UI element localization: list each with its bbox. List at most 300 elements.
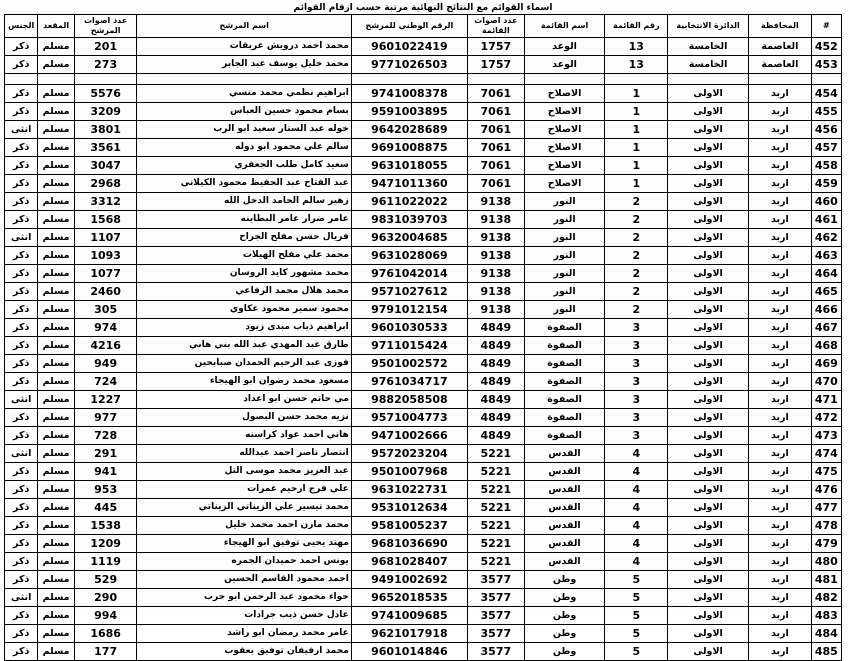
col-candidate-votes-cell: 1227	[74, 391, 137, 409]
col-national-id-cell: 9681028407	[351, 553, 467, 571]
col-district-cell: الاولى	[668, 535, 749, 553]
table-row	[5, 85, 842, 103]
col-list-number-cell: 1	[605, 103, 668, 121]
col-governorate-cell: اربد	[749, 247, 812, 265]
col-governorate-cell: اربد	[749, 355, 812, 373]
col-national-id-cell: 9632004685	[351, 229, 467, 247]
table-row	[5, 193, 842, 211]
col-candidate-votes-cell: 941	[74, 463, 137, 481]
col-seat-cell: مسلم	[38, 337, 74, 355]
col-list-number-cell: 2	[605, 247, 668, 265]
col-index-cell: 484	[811, 625, 841, 643]
col-list-number-cell: 2	[605, 211, 668, 229]
col-district-cell	[668, 74, 749, 85]
col-list-name-cell: وطن	[524, 589, 605, 607]
col-index-cell: 471	[811, 391, 841, 409]
col-national-id-header: الرقم الوطني للمرشح	[351, 15, 467, 38]
document-title: اسماء القوائم مع النتائج النهائية مرتبة حسب ارقام القوائم	[293, 3, 553, 13]
col-candidate-votes-cell: 177	[74, 643, 137, 661]
col-candidate-name-cell: محمد ارفيفان توفيق يعقوب	[137, 643, 351, 661]
col-governorate-cell: اربد	[749, 85, 812, 103]
col-district-cell: الاولى	[668, 625, 749, 643]
table-row	[5, 247, 842, 265]
col-index-cell: 458	[811, 157, 841, 175]
col-gender-cell: ذكر	[5, 38, 38, 56]
col-list-votes-cell: 1757	[468, 38, 525, 56]
col-district-cell: الاولى	[668, 589, 749, 607]
col-candidate-name-cell: محمد احمد درويش عريقات	[137, 38, 351, 56]
col-governorate-cell: اربد	[749, 193, 812, 211]
col-candidate-name-cell: مهند يحيى توفيق ابو الهيجاء	[137, 535, 351, 553]
col-district-cell: الاولى	[668, 211, 749, 229]
col-index-cell: 485	[811, 643, 841, 661]
table-row	[5, 38, 842, 56]
col-list-number-cell: 3	[605, 427, 668, 445]
col-list-number-cell: 5	[605, 589, 668, 607]
col-gender-cell	[5, 74, 38, 85]
col-index-cell: 475	[811, 463, 841, 481]
col-candidate-votes-cell: 3209	[74, 103, 137, 121]
col-seat-cell: مسلم	[38, 535, 74, 553]
col-governorate-cell: اربد	[749, 283, 812, 301]
col-list-name-cell: الاصلاح	[524, 121, 605, 139]
col-national-id-cell: 9601022419	[351, 38, 467, 56]
col-list-votes-cell: 3577	[468, 589, 525, 607]
col-list-votes-cell: 7061	[468, 175, 525, 193]
col-list-number-cell: 1	[605, 157, 668, 175]
col-gender-cell: ذكر	[5, 337, 38, 355]
col-candidate-votes-cell: 1686	[74, 625, 137, 643]
col-district-cell: الاولى	[668, 517, 749, 535]
col-national-id-cell: 9631028069	[351, 247, 467, 265]
col-seat-cell: مسلم	[38, 265, 74, 283]
col-candidate-votes-cell: 1077	[74, 265, 137, 283]
col-district-header: الدائرة الانتخابية	[668, 15, 749, 38]
col-list-number-cell: 13	[605, 56, 668, 74]
table-row	[5, 337, 842, 355]
table-row	[5, 499, 842, 517]
table-row	[5, 175, 842, 193]
col-gender-cell: انثى	[5, 391, 38, 409]
col-candidate-name-cell: فوزى عبد الرحيم الحمدان صبابحين	[137, 355, 351, 373]
col-list-number-cell: 4	[605, 445, 668, 463]
col-candidate-votes-cell: 1209	[74, 535, 137, 553]
col-national-id-cell: 9501007968	[351, 463, 467, 481]
col-list-number-cell: 4	[605, 499, 668, 517]
col-index-cell: 463	[811, 247, 841, 265]
col-gender-cell: ذكر	[5, 247, 38, 265]
col-seat-cell: مسلم	[38, 499, 74, 517]
table-row	[5, 427, 842, 445]
col-national-id-cell: 9681036690	[351, 535, 467, 553]
col-candidate-name-cell: ابراهيم ذياب مبدى زيود	[137, 319, 351, 337]
col-index-cell: 464	[811, 265, 841, 283]
col-gender-cell: ذكر	[5, 211, 38, 229]
col-candidate-votes-cell: 728	[74, 427, 137, 445]
col-district-cell: الاولى	[668, 229, 749, 247]
table-row	[5, 157, 842, 175]
col-district-cell: الاولى	[668, 571, 749, 589]
col-governorate-cell: اربد	[749, 517, 812, 535]
col-candidate-name-cell: محمد مازن احمد محمد خليل	[137, 517, 351, 535]
table-row	[5, 74, 842, 85]
col-index-cell: 474	[811, 445, 841, 463]
col-list-name-cell: القدس	[524, 463, 605, 481]
col-candidate-votes-cell: 445	[74, 499, 137, 517]
col-seat-cell: مسلم	[38, 175, 74, 193]
col-list-votes-cell: 3577	[468, 643, 525, 661]
col-candidate-name-cell: محمد علي مفلح الهيلات	[137, 247, 351, 265]
col-candidate-votes-header: عدد اصوات المرشح	[74, 15, 137, 38]
col-seat-cell: مسلم	[38, 229, 74, 247]
col-candidate-votes-cell: 949	[74, 355, 137, 373]
col-governorate-cell: اربد	[749, 229, 812, 247]
col-district-cell: الاولى	[668, 463, 749, 481]
col-gender-cell: ذكر	[5, 85, 38, 103]
col-index-cell	[811, 74, 841, 85]
col-index-cell: 462	[811, 229, 841, 247]
col-governorate-cell: اربد	[749, 211, 812, 229]
col-candidate-name-cell: انتصار ناصر احمد عبدالله	[137, 445, 351, 463]
col-national-id-cell: 9761034717	[351, 373, 467, 391]
col-district-cell: الاولى	[668, 607, 749, 625]
col-seat-cell: مسلم	[38, 211, 74, 229]
col-list-votes-cell: 3577	[468, 625, 525, 643]
col-candidate-name-cell: نزيه محمد حسن البصول	[137, 409, 351, 427]
col-list-number-cell	[605, 74, 668, 85]
col-list-name-cell: النور	[524, 193, 605, 211]
col-list-votes-cell: 3577	[468, 571, 525, 589]
col-index-cell: 460	[811, 193, 841, 211]
col-list-number-cell: 2	[605, 229, 668, 247]
col-seat-cell: مسلم	[38, 481, 74, 499]
col-list-name-cell: القدس	[524, 517, 605, 535]
col-index-cell: 456	[811, 121, 841, 139]
col-candidate-votes-cell: 273	[74, 56, 137, 74]
col-candidate-name-cell: يونس احمد حميدان الجمره	[137, 553, 351, 571]
col-governorate-cell: اربد	[749, 571, 812, 589]
col-candidate-name-cell: سالم علي محمود ابو دوله	[137, 139, 351, 157]
col-national-id-cell: 9761042014	[351, 265, 467, 283]
col-index-cell: 457	[811, 139, 841, 157]
col-list-votes-cell: 9138	[468, 265, 525, 283]
col-candidate-name-cell	[137, 74, 351, 85]
col-list-name-cell: الاصلاح	[524, 139, 605, 157]
col-gender-cell: انثى	[5, 229, 38, 247]
col-governorate-cell: اربد	[749, 319, 812, 337]
col-candidate-votes-cell: 1107	[74, 229, 137, 247]
col-gender-cell: انثى	[5, 445, 38, 463]
col-governorate-cell: اربد	[749, 265, 812, 283]
col-list-votes-cell: 5221	[468, 463, 525, 481]
col-candidate-name-cell: محمد خليل يوسف عبد الجابر	[137, 56, 351, 74]
col-list-votes-cell: 4849	[468, 409, 525, 427]
col-list-name-cell: القدس	[524, 535, 605, 553]
table-row	[5, 553, 842, 571]
col-national-id-cell: 9691008875	[351, 139, 467, 157]
table-row	[5, 103, 842, 121]
col-candidate-votes-cell: 1538	[74, 517, 137, 535]
col-list-number-cell: 2	[605, 283, 668, 301]
col-list-name-cell: الصفوة	[524, 391, 605, 409]
table-row	[5, 355, 842, 373]
col-seat-cell: مسلم	[38, 38, 74, 56]
col-national-id-cell: 9652018535	[351, 589, 467, 607]
col-list-votes-cell: 5221	[468, 481, 525, 499]
col-list-votes-cell: 9138	[468, 247, 525, 265]
col-national-id-cell: 9601030533	[351, 319, 467, 337]
col-district-cell: الاولى	[668, 319, 749, 337]
col-index-cell: 480	[811, 553, 841, 571]
col-index-cell: 476	[811, 481, 841, 499]
table-body	[5, 38, 842, 661]
col-list-name-cell: الاصلاح	[524, 157, 605, 175]
col-candidate-name-cell: محمد مشهور كايد الروسان	[137, 265, 351, 283]
col-list-name-cell: القدس	[524, 481, 605, 499]
table-row	[5, 643, 842, 661]
col-national-id-cell: 9741008378	[351, 85, 467, 103]
col-list-number-cell: 1	[605, 121, 668, 139]
col-district-cell: الاولى	[668, 283, 749, 301]
col-candidate-votes-cell: 994	[74, 607, 137, 625]
col-national-id-cell: 9831039703	[351, 211, 467, 229]
col-district-cell: الاولى	[668, 337, 749, 355]
col-national-id-cell: 9882058508	[351, 391, 467, 409]
col-list-name-cell: الصفوة	[524, 409, 605, 427]
col-candidate-votes-cell: 1568	[74, 211, 137, 229]
col-seat-cell: مسلم	[38, 139, 74, 157]
col-list-number-cell: 4	[605, 517, 668, 535]
col-national-id-cell: 9711015424	[351, 337, 467, 355]
col-national-id-cell: 9591003895	[351, 103, 467, 121]
col-national-id-cell: 9642028689	[351, 121, 467, 139]
col-seat-cell: مسلم	[38, 56, 74, 74]
col-candidate-votes-cell: 724	[74, 373, 137, 391]
col-list-number-cell: 3	[605, 337, 668, 355]
col-list-votes-cell: 9138	[468, 193, 525, 211]
col-governorate-cell: اربد	[749, 121, 812, 139]
col-index-cell: 465	[811, 283, 841, 301]
col-list-name-cell: الصفوة	[524, 373, 605, 391]
col-candidate-name-cell: مسعود محمد رضوان ابو الهيجاء	[137, 373, 351, 391]
col-district-cell: الاولى	[668, 139, 749, 157]
col-list-name-cell: النور	[524, 301, 605, 319]
col-list-name-cell: النور	[524, 229, 605, 247]
col-national-id-cell: 9531012634	[351, 499, 467, 517]
col-seat-cell: مسلم	[38, 607, 74, 625]
col-list-votes-cell: 9138	[468, 211, 525, 229]
col-list-votes-cell: 7061	[468, 85, 525, 103]
col-candidate-votes-cell: 305	[74, 301, 137, 319]
col-national-id-cell: 9471011360	[351, 175, 467, 193]
col-district-cell: الاولى	[668, 301, 749, 319]
col-district-cell: الاولى	[668, 175, 749, 193]
col-gender-cell: ذكر	[5, 607, 38, 625]
col-index-cell: 468	[811, 337, 841, 355]
col-list-number-cell: 3	[605, 409, 668, 427]
col-gender-cell: انثى	[5, 589, 38, 607]
col-list-votes-cell: 5221	[468, 535, 525, 553]
col-district-cell: الاولى	[668, 499, 749, 517]
table-row	[5, 229, 842, 247]
col-list-name-cell: وطن	[524, 643, 605, 661]
col-candidate-name-cell: محمد تيسير علي الزيناتي الزيناتي	[137, 499, 351, 517]
col-district-cell: الاولى	[668, 445, 749, 463]
col-district-cell: الاولى	[668, 409, 749, 427]
col-seat-cell: مسلم	[38, 445, 74, 463]
col-candidate-name-cell: زهير سالم الحامد الدخل الله	[137, 193, 351, 211]
col-list-votes-cell: 5221	[468, 553, 525, 571]
col-list-votes-cell: 4849	[468, 391, 525, 409]
col-governorate-cell: اربد	[749, 481, 812, 499]
table-row	[5, 391, 842, 409]
col-list-votes-cell: 9138	[468, 229, 525, 247]
col-district-cell: الاولى	[668, 103, 749, 121]
table-row	[5, 517, 842, 535]
col-index-header: #	[811, 15, 841, 38]
col-candidate-name-cell: عامر ضرار عامر البطاينه	[137, 211, 351, 229]
col-candidate-votes-cell: 3801	[74, 121, 137, 139]
col-candidate-votes-cell	[74, 74, 137, 85]
col-list-name-cell: الصفوة	[524, 355, 605, 373]
col-index-cell: 482	[811, 589, 841, 607]
col-district-cell: الاولى	[668, 643, 749, 661]
col-list-votes-cell	[468, 74, 525, 85]
table-row	[5, 211, 842, 229]
col-candidate-name-cell: طارق عبد المهدي عبد الله بني هاني	[137, 337, 351, 355]
col-list-name-cell: وطن	[524, 607, 605, 625]
col-list-number-cell: 2	[605, 265, 668, 283]
col-seat-cell: مسلم	[38, 625, 74, 643]
col-candidate-votes-cell: 5576	[74, 85, 137, 103]
col-list-number-cell: 13	[605, 38, 668, 56]
col-list-votes-cell: 9138	[468, 283, 525, 301]
col-list-name-cell: النور	[524, 211, 605, 229]
col-index-cell: 473	[811, 427, 841, 445]
col-governorate-cell: اربد	[749, 301, 812, 319]
col-seat-cell: مسلم	[38, 247, 74, 265]
col-list-name-cell: الوعد	[524, 38, 605, 56]
col-list-votes-cell: 4849	[468, 373, 525, 391]
col-list-votes-cell: 4849	[468, 319, 525, 337]
col-national-id-cell: 9621017918	[351, 625, 467, 643]
col-national-id-cell: 9611022022	[351, 193, 467, 211]
col-list-number-cell: 2	[605, 301, 668, 319]
col-seat-cell	[38, 74, 74, 85]
col-list-number-cell: 3	[605, 319, 668, 337]
col-national-id-cell: 9501002572	[351, 355, 467, 373]
col-candidate-name-cell: ابراهيم نظمي محمد منسي	[137, 85, 351, 103]
col-list-name-cell: النور	[524, 247, 605, 265]
col-list-name-cell: القدس	[524, 553, 605, 571]
col-gender-cell: ذكر	[5, 463, 38, 481]
col-list-number-cell: 3	[605, 373, 668, 391]
col-candidate-votes-cell: 4216	[74, 337, 137, 355]
table-row	[5, 56, 842, 74]
col-national-id-cell: 9741009685	[351, 607, 467, 625]
col-gender-cell: انثى	[5, 121, 38, 139]
col-list-name-cell: القدس	[524, 445, 605, 463]
col-governorate-cell: اربد	[749, 499, 812, 517]
col-candidate-votes-cell: 3561	[74, 139, 137, 157]
col-gender-cell: ذكر	[5, 301, 38, 319]
col-national-id-cell: 9572023204	[351, 445, 467, 463]
col-candidate-votes-cell: 1093	[74, 247, 137, 265]
col-candidate-votes-cell: 974	[74, 319, 137, 337]
col-gender-cell: ذكر	[5, 373, 38, 391]
col-index-cell: 472	[811, 409, 841, 427]
col-gender-cell: ذكر	[5, 283, 38, 301]
col-index-cell: 459	[811, 175, 841, 193]
col-national-id-cell: 9771026503	[351, 56, 467, 74]
col-list-name-cell: وطن	[524, 571, 605, 589]
col-candidate-name-cell: فريال حسن مفلح الجراح	[137, 229, 351, 247]
col-index-cell: 477	[811, 499, 841, 517]
col-candidate-name-cell: احمد محمود القاسم الحسين	[137, 571, 351, 589]
col-index-cell: 469	[811, 355, 841, 373]
col-list-votes-cell: 7061	[468, 139, 525, 157]
col-index-cell: 466	[811, 301, 841, 319]
col-national-id-cell: 9571004773	[351, 409, 467, 427]
col-list-number-cell: 1	[605, 139, 668, 157]
col-governorate-cell: اربد	[749, 337, 812, 355]
col-district-cell: الاولى	[668, 391, 749, 409]
col-seat-cell: مسلم	[38, 103, 74, 121]
col-district-cell: الاولى	[668, 481, 749, 499]
col-governorate-cell: اربد	[749, 157, 812, 175]
col-candidate-votes-cell: 201	[74, 38, 137, 56]
col-seat-cell: مسلم	[38, 391, 74, 409]
col-national-id-cell: 9631022731	[351, 481, 467, 499]
col-district-cell: الاولى	[668, 121, 749, 139]
table-row	[5, 589, 842, 607]
col-candidate-name-cell: حواء محمود عبد الرحمن ابو حرب	[137, 589, 351, 607]
col-list-number-cell: 1	[605, 175, 668, 193]
col-gender-cell: ذكر	[5, 553, 38, 571]
col-governorate-cell: اربد	[749, 553, 812, 571]
col-index-cell: 455	[811, 103, 841, 121]
col-list-number-cell: 5	[605, 625, 668, 643]
col-district-cell: الخامسة	[668, 38, 749, 56]
table-row	[5, 607, 842, 625]
col-list-name-cell: القدس	[524, 499, 605, 517]
col-list-name-cell: وطن	[524, 625, 605, 643]
col-gender-header: الجنس	[5, 15, 38, 38]
col-governorate-cell: العاصمة	[749, 56, 812, 74]
col-gender-cell: ذكر	[5, 139, 38, 157]
col-list-number-cell: 5	[605, 643, 668, 661]
col-national-id-cell	[351, 74, 467, 85]
col-list-name-cell: الصفوة	[524, 319, 605, 337]
table-row	[5, 139, 842, 157]
col-gender-cell: ذكر	[5, 517, 38, 535]
col-index-cell: 478	[811, 517, 841, 535]
col-gender-cell: ذكر	[5, 535, 38, 553]
col-list-name-cell: النور	[524, 265, 605, 283]
col-list-number-cell: 3	[605, 391, 668, 409]
table-row	[5, 121, 842, 139]
col-national-id-cell: 9601014846	[351, 643, 467, 661]
table-row	[5, 409, 842, 427]
table-row	[5, 535, 842, 553]
col-seat-cell: مسلم	[38, 301, 74, 319]
col-gender-cell: ذكر	[5, 265, 38, 283]
col-candidate-votes-cell: 2968	[74, 175, 137, 193]
col-list-votes-cell: 4849	[468, 337, 525, 355]
col-candidate-votes-cell: 977	[74, 409, 137, 427]
col-governorate-cell: اربد	[749, 103, 812, 121]
col-candidate-name-cell: عامر محمد رمضان ابو راشد	[137, 625, 351, 643]
